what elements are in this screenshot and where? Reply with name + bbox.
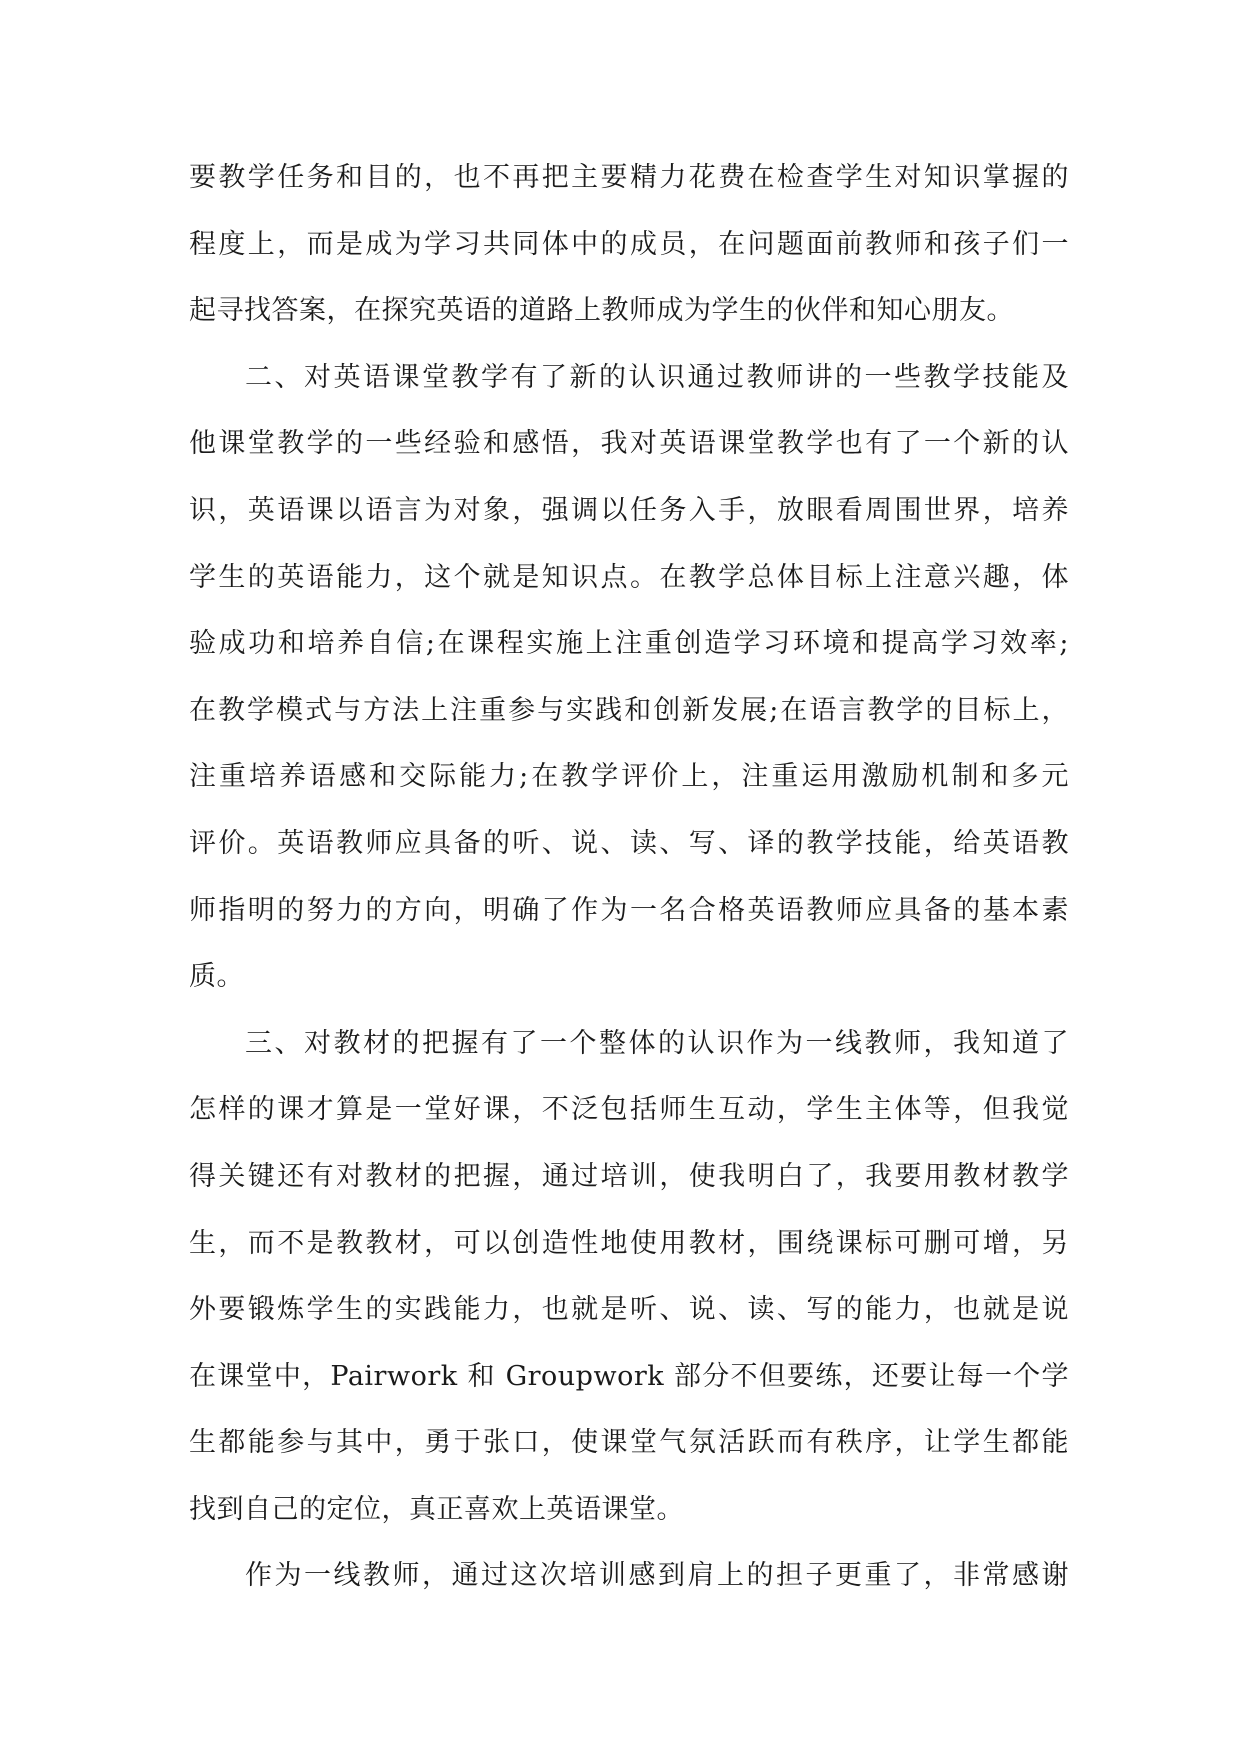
text-line: 二、对英语课堂教学有了新的认识通过教师讲的一些教学技能及 <box>245 361 1069 393</box>
text-line: 要教学任务和目的，也不再把主要精力花费在检查学生对知识掌握的 <box>189 162 1069 193</box>
text-line: 质。 <box>189 961 244 993</box>
text-line: 程度上，而是成为学习共同体中的成员，在问题面前教师和孩子们一 <box>189 228 1069 260</box>
text-line: 找到自己的定位，真正喜欢上英语课堂。 <box>189 1493 684 1525</box>
text-line: 生，而不是教教材，可以创造性地使用教材，围绕课标可删可增，另 <box>189 1227 1069 1259</box>
text-line: 生都能参与其中，勇于张口，使课堂气氛活跃而有秩序，让学生都能 <box>189 1427 1069 1459</box>
text-line: 他课堂教学的一些经验和感悟，我对英语课堂教学也有了一个新的认 <box>189 428 1069 460</box>
text-line: 在教学模式与方法上注重参与实践和创新发展;在语言教学的目标上， <box>189 694 1069 726</box>
text-line: 识，英语课以语言为对象，强调以任务入手，放眼看周围世界，培养 <box>189 494 1069 526</box>
text-line: 得关键还有对教材的把握，通过培训，使我明白了，我要用教材教学 <box>189 1160 1069 1192</box>
text-line: 起寻找答案，在探究英语的道路上教师成为学生的伙伴和知心朋友。 <box>189 295 1014 327</box>
text-line: 怎样的课才算是一堂好课，不泛包括师生互动，学生主体等，但我觉 <box>189 1094 1069 1126</box>
text-line: 评价。英语教师应具备的听、说、读、写、译的教学技能，给英语教 <box>189 827 1069 859</box>
text-line: 三、对教材的把握有了一个整体的认识作为一线教师，我知道了 <box>245 1027 1069 1059</box>
text-line: 作为一线教师，通过这次培训感到肩上的担子更重了，非常感谢 <box>245 1560 1069 1592</box>
text-line: 学生的英语能力，这个就是知识点。在教学总体目标上注意兴趣，体 <box>189 561 1069 593</box>
text-line: 注重培养语感和交际能力;在教学评价上，注重运用激励机制和多元 <box>189 761 1069 793</box>
text-line: 外要锻炼学生的实践能力，也就是听、说、读、写的能力，也就是说 <box>189 1294 1069 1326</box>
text-line: 在课堂中，Pairwork 和 Groupwork 部分不但要练，还要让每一个学 <box>189 1360 1069 1392</box>
body-text <box>189 158 1069 1623</box>
text-line: 师指明的努力的方向，明确了作为一名合格英语教师应具备的基本素 <box>189 894 1069 926</box>
text-line: 验成功和培养自信;在课程实施上注重创造学习环境和提高学习效率; <box>189 628 1069 660</box>
